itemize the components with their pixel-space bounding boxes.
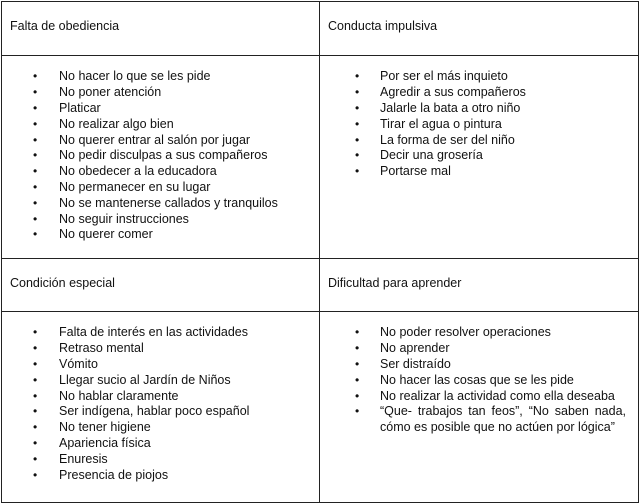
bullet-icon: • [355,372,360,387]
list-item-text: No aprender [380,341,450,356]
list-item-text: “Que- trabajos tan feos”, “No saben nada, cómo es posible que no actúen por lógica” [380,404,626,435]
list-item-text: Jalarle la bata a otro niño [380,101,521,116]
list-item-text: No permanecer en su lugar [59,180,211,194]
bullet-icon: • [355,357,360,372]
list-item-text: Ser indígena, hablar poco español [59,404,250,419]
list-item [2,69,307,85]
body-cell-conducta-impulsiva [320,56,639,259]
list-item [2,133,307,149]
bullet-icon: • [355,85,360,100]
list-item-text: No realizar algo bien [59,116,174,131]
bullet-icon: • [355,341,360,356]
body-cell-dificultad-aprender [320,312,639,503]
bullet-icon: • [355,132,360,147]
bullet-icon: • [33,388,38,403]
list-item-text: No poder resolver operaciones [380,325,551,340]
list-item [2,389,307,405]
condicion-especial-list [2,312,319,483]
list-item-text: Platicar [59,101,101,116]
list-item [320,325,626,341]
body-cell-falta-obediencia [2,56,320,259]
bullet-icon: • [33,325,38,340]
list-item-text: No hacer las cosas que se les pide [380,372,574,387]
body-cell-condicion-especial [2,312,320,503]
bullet-icon: • [355,69,360,84]
list-item [2,341,307,357]
bullet-icon: • [33,211,38,226]
bullet-icon: • [33,467,38,482]
list-item [320,373,626,389]
list-item [2,325,307,341]
header-cell-falta-obediencia [2,2,320,56]
list-item-text: Enuresis [59,451,108,466]
bullet-icon: • [33,101,38,116]
list-item [320,85,626,101]
list-item-text: No realizar la actividad como ella deseaba [380,388,615,403]
bullet-icon: • [33,227,38,242]
dificultad-aprender-title: Dificultad para aprender [328,276,462,291]
bullet-icon: • [33,195,38,210]
bullet-icon: • [33,116,38,131]
list-item [2,180,307,196]
list-item [2,85,307,101]
list-item-text: Decir una grosería [380,148,483,163]
list-item [2,164,307,180]
list-item [2,212,307,228]
list-item [320,357,626,373]
list-item [320,164,626,180]
list-item-text: No se mantenerse callados y tranquilos [59,195,278,210]
list-item [320,389,626,405]
bullet-icon: • [355,325,360,340]
list-item-text: Portarse mal [380,164,451,179]
list-item-text: No poner atención [59,85,162,100]
list-item [2,404,307,420]
list-item-text: Por ser el más inquieto [380,69,508,84]
bullet-icon: • [33,357,38,372]
list-item-text: Presencia de piojos [59,467,169,482]
list-item-text: Ser distraído [380,357,451,372]
bullet-icon: • [33,69,38,84]
list-item [2,148,307,164]
list-item-text: No querer entrar al salón por jugar [59,132,251,147]
bullet-icon: • [33,180,38,194]
bullet-icon: • [355,148,360,163]
bullet-icon: • [33,404,38,419]
list-item [320,133,626,149]
list-item [320,101,626,117]
list-item-text: No hacer lo que se les pide [59,69,211,84]
categories-table [1,1,639,503]
bullet-icon: • [33,451,38,466]
list-item [2,436,307,452]
list-item [320,117,626,133]
bullet-icon: • [33,132,38,147]
bullet-icon: • [355,101,360,116]
bullet-icon: • [33,372,38,387]
list-item [2,117,307,133]
list-item [320,148,626,164]
bullet-icon: • [355,164,360,179]
list-item [320,69,626,85]
bullet-icon: • [355,404,360,419]
list-item-text: No tener higiene [59,420,151,435]
list-item [320,341,626,357]
list-item-text: No hablar claramente [59,388,179,403]
list-item-text: No querer comer [59,227,153,242]
list-item-text: No obedecer a la educadora [59,164,217,179]
bullet-icon: • [355,388,360,403]
list-item [2,101,307,117]
dificultad-aprender-list [320,312,638,436]
list-item [320,404,626,436]
bullet-icon: • [33,164,38,179]
header-cell-condicion-especial [2,259,320,312]
list-item-text: No pedir disculpas a sus compañeros [59,148,268,163]
list-item [2,196,307,212]
bullet-icon: • [33,85,38,100]
conducta-impulsiva-title: Conducta impulsiva [328,19,438,33]
conducta-impulsiva-list [320,56,638,180]
list-item-text: Apariencia física [59,436,151,451]
list-item-text: Tirar el agua o pintura [380,116,502,131]
bullet-icon: • [33,436,38,451]
list-item [2,373,307,389]
falta-obediencia-title: Falta de obediencia [10,19,120,33]
bullet-icon: • [33,420,38,435]
header-cell-dificultad-aprender [320,259,639,312]
falta-obediencia-list [2,56,319,243]
bullet-icon: • [33,341,38,356]
list-item [2,227,307,243]
list-item-text: Retraso mental [59,341,144,356]
list-item [2,452,307,468]
condicion-especial-title: Condición especial [10,276,115,291]
list-item [2,420,307,436]
list-item-text: Vómito [59,357,98,372]
list-item [2,468,307,484]
list-item [2,357,307,373]
bullet-icon: • [355,116,360,131]
list-item-text: Llegar sucio al Jardín de Niños [59,372,231,387]
list-item-text: La forma de ser del niño [380,132,515,147]
bullet-icon: • [33,148,38,163]
list-item-text: Falta de interés en las actividades [59,325,248,340]
header-cell-conducta-impulsiva [320,2,639,56]
list-item-text: No seguir instrucciones [59,211,189,226]
list-item-text: Agredir a sus compañeros [380,85,526,100]
